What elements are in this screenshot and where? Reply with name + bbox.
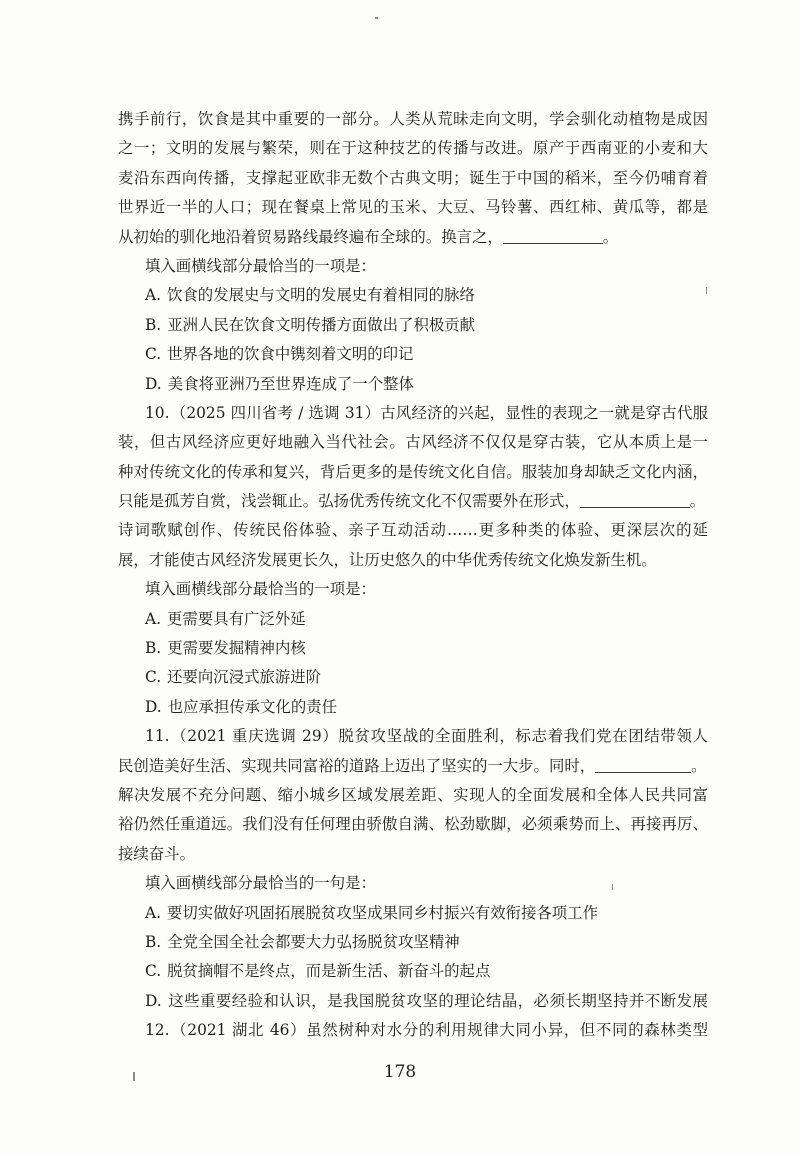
option-label: A. [145,286,162,305]
blank-line-after: 。 [689,492,706,511]
question-source: （2025 四川省考 / 选调 31） [170,403,381,422]
option-text: 美食将亚洲乃至世界连成了一个整体 [167,374,414,393]
scan-speck [375,17,378,19]
q9-stem-line: 之一；文明的发展与繁荣，则在于这种技艺的传播与改进。原产于西南亚的小麦和大 [118,139,708,158]
option-text: 还要向沉浸式旅游进阶 [167,668,322,687]
q12-first-line [118,1016,708,1045]
option-text: 世界各地的饮食中镌刻着文明的印记 [167,345,414,364]
q10-stem-line: 诗词歌赋创作、传统民俗体验、亲子互动活动……更多种类的体验、更深层次的延 [118,521,708,540]
q11-first-line [118,722,708,751]
q11-prompt: 填入画横线部分最恰当的一句是： [145,874,376,893]
blank-line-before: 从初始的驯化地沿着贸易路线最终遍布全球的。换言之， [118,227,503,246]
q9-option-d [118,370,708,399]
question-number: 12. [145,1021,170,1040]
q11-option-d [118,987,708,1016]
q10-option-c [118,663,708,692]
option-label: D. [145,374,162,393]
option-label: C. [145,668,162,687]
question-source: （2021 湖北 46） [170,1021,307,1040]
q11-option-b [118,928,708,957]
option-text: 饮食的发展史与文明的发展史有着相同的脉络 [167,286,475,305]
q12-stem-text: 虽然树种对水分的利用规律大同小异，但不同的森林类型 [306,1021,708,1040]
q9-prompt: 填入画横线部分最恰当的一项是： [145,256,376,275]
q10-stem-line: 装，但古风经济应更好地融入当代社会。古风经济不仅仅是穿古装，它从本质上是一 [118,433,708,452]
q10-stem-text: 古风经济的兴起，显性的表现之一就是穿古代服 [380,403,708,422]
q9-option-a [118,281,708,310]
q10-option-b [118,634,708,663]
blank-line-after: 。 [691,756,707,775]
option-label: B. [145,639,162,658]
option-text: 脱贫摘帽不是终点，而是新生活、新奋斗的起点 [167,962,491,981]
q11-stem-line: 接续奋斗。 [118,844,195,863]
q9-stem-line: 麦沿东西向传播，支撑起亚欧非无数个古典文明；诞生于中国的稻米，至今仍哺育着 [118,168,708,187]
question-number: 11. [145,727,170,746]
q10-prompt: 填入画横线部分最恰当的一项是： [145,580,376,599]
q10-option-a [118,605,708,634]
option-label: C. [145,345,162,364]
answer-blank [503,229,603,244]
option-label: B. [145,315,162,334]
q9-stem-line: 携手前行，饮食是其中重要的一部分。人类从荒昧走向文明，学会驯化动植物是成因 [118,110,708,128]
q10-stem-line: 种对传统文化的传承和复兴，背后更多的是传统文化自信。服装加身却缺乏文化内涵， [118,462,708,481]
q10-blank-line [118,487,708,516]
q10-first-line [118,399,708,428]
q11-option-a [118,899,708,928]
q11-stem-text: 脱贫攻坚战的全面胜利，标志着我们党在团结带领人 [338,727,708,746]
option-label: D. [145,697,162,716]
option-label: A. [145,609,162,628]
option-text: 要切实做好巩固拓展脱贫攻坚成果同乡村振兴有效衔接各项工作 [167,903,598,922]
answer-blank [595,758,691,773]
q11-blank-line [118,752,708,781]
question-source: （2021 重庆选调 29） [170,727,339,746]
option-text: 也应承担传承文化的责任 [167,697,337,716]
page-number: 178 [383,1062,417,1082]
q9-blank-line [118,223,708,252]
option-text: 这些重要经验和认识，是我国脱贫攻坚的理论结晶，必须长期坚持并不断发展 [167,991,708,1010]
option-label: A. [145,903,162,922]
question-number: 10. [145,403,170,422]
option-text: 更需要具有广泛外延 [167,609,306,628]
q9-option-c [118,340,708,369]
q10-stem-line: 展，才能使古风经济发展更长久，让历史悠久的中华优秀传统文化焕发新生机。 [118,550,657,569]
option-text: 全党全国全社会都要大力弘扬脱贫攻坚精神 [167,932,460,951]
text-column [118,105,708,1046]
option-label: C. [145,962,162,981]
answer-blank [580,493,690,508]
q9-option-b [118,311,708,340]
q10-option-d [118,693,708,722]
q9-stem-line: 世界近一半的人口；现在餐桌上常见的玉米、大豆、马铃薯、西红柿、黄瓜等，都是 [118,198,708,217]
q11-option-c [118,957,708,986]
option-label: D. [145,991,162,1010]
blank-line-before: 民创造美好生活、实现共同富裕的道路上迈出了坚实的一大步。同时， [118,756,596,775]
option-text: 亚洲人民在饮食文明传播方面做出了积极贡献 [167,315,476,334]
option-label: B. [145,932,162,951]
blank-line-before: 只能是孤芳自赏，浅尝辄止。弘扬优秀传统文化不仅需要外在形式， [118,492,580,511]
option-text: 更需要发掘精神内核 [167,639,306,658]
q11-stem-line: 解决发展不充分问题、缩小城乡区域发展差距、实现人的全面发展和全体人民共同富 [118,785,708,804]
blank-line-after: 。 [602,227,619,246]
q11-stem-line: 裕仍然任重道远。我们没有任何理由骄傲自满、松劲歇脚，必须乘势而上、再接再厉、 [118,815,708,834]
